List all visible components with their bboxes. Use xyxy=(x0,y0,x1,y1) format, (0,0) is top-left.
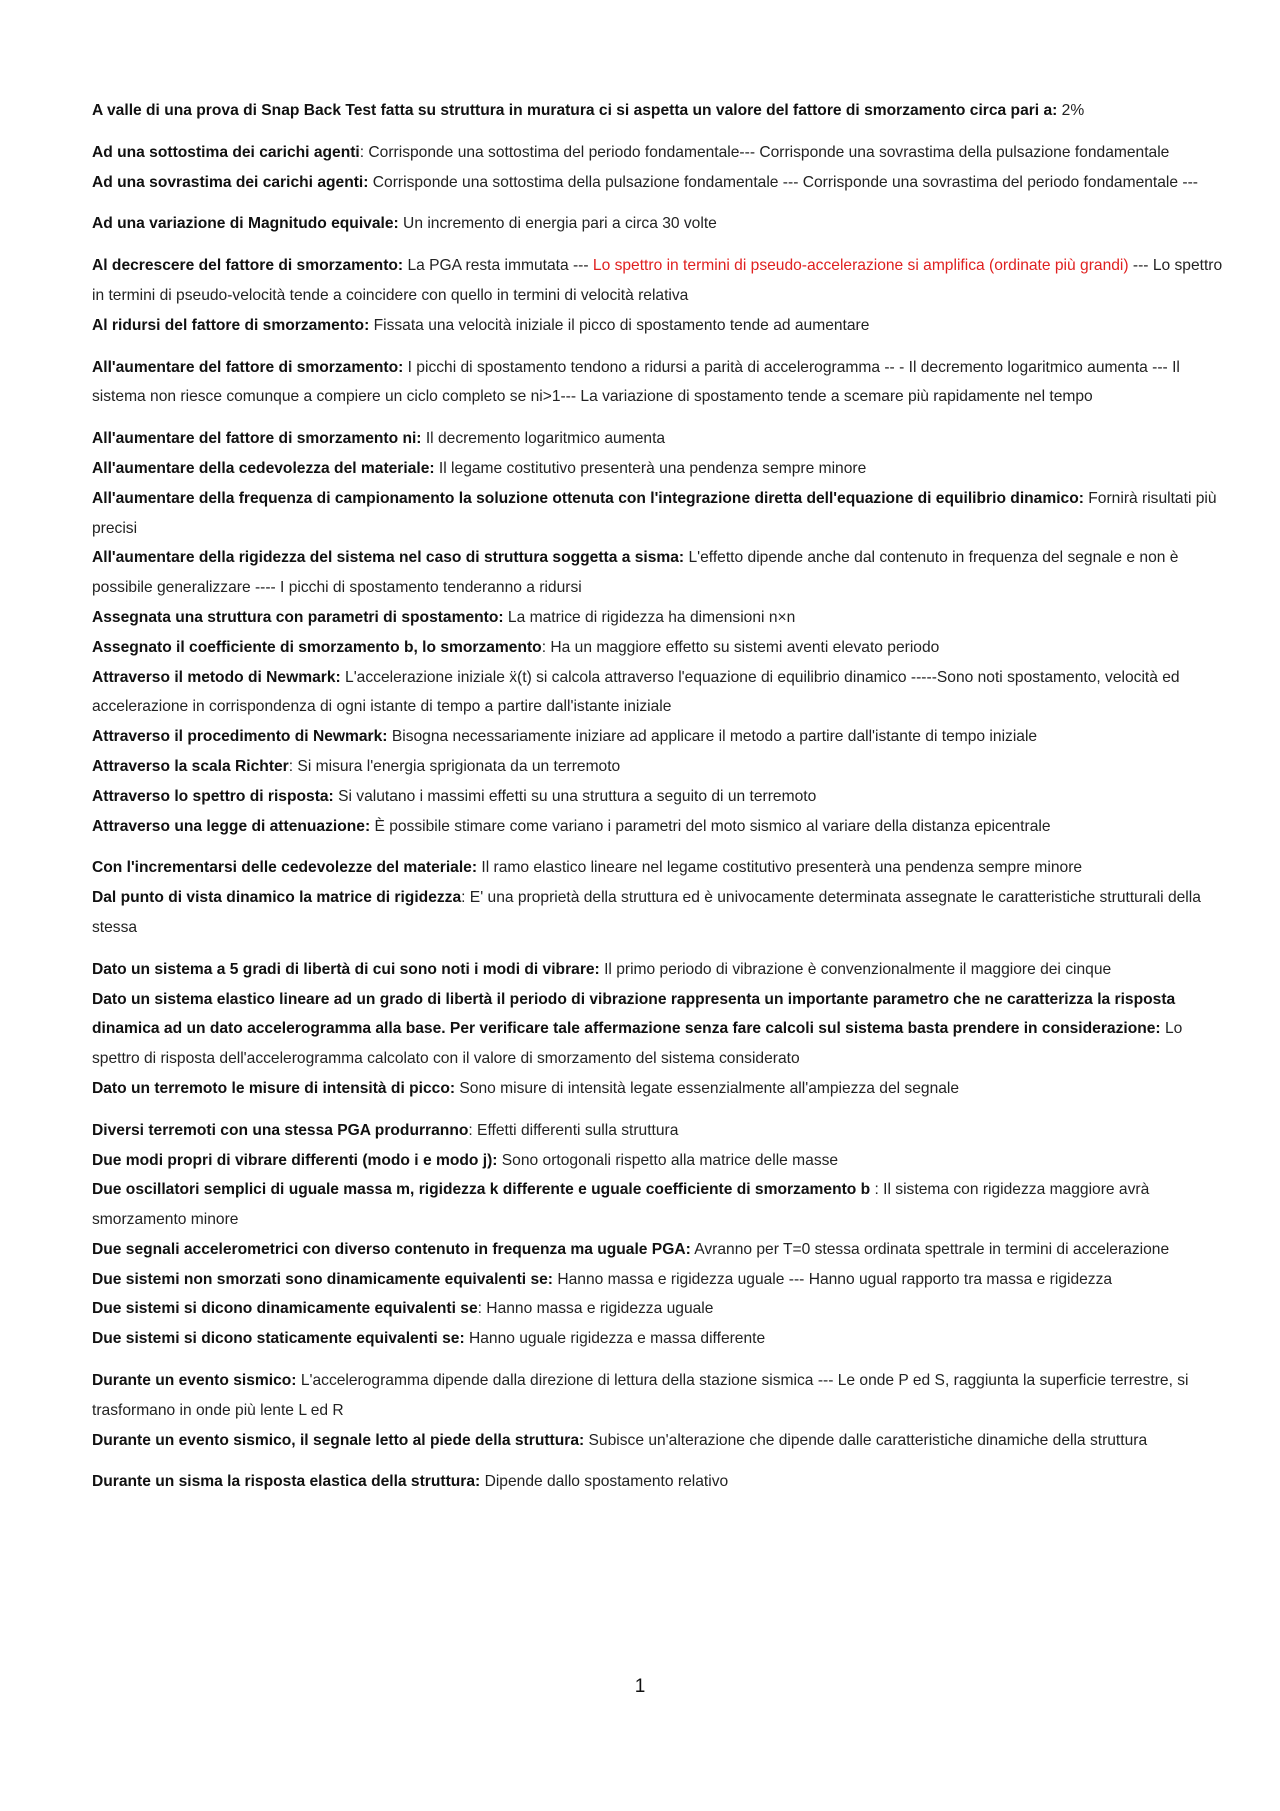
answer-text: Fissata una velocità iniziale il picco di spostamento tende ad aumentare xyxy=(369,316,870,334)
question-text: All'aumentare del fattore di smorzamento: xyxy=(92,358,404,376)
qa-entry xyxy=(92,955,1224,985)
qa-entry xyxy=(92,1265,1224,1295)
qa-entry xyxy=(92,985,1224,1074)
answer-text: : Effetti differenti sulla struttura xyxy=(468,1121,679,1139)
qa-entry xyxy=(92,424,1224,454)
answer-text: : Hanno massa e rigidezza uguale xyxy=(477,1300,714,1318)
qa-entry xyxy=(92,543,1224,603)
qa-entry xyxy=(92,752,1224,782)
question-text: Attraverso lo spettro di risposta: xyxy=(92,787,334,805)
answer-text: L'effetto dipende anche dal contenuto in frequenza del segnale e non è possibile generalizzare ---- I picchi di spostamento tenderanno a ridursi xyxy=(92,549,1179,597)
question-text: All'aumentare del fattore di smorzamento ni: xyxy=(92,430,422,448)
answer-text: La matrice di rigidezza ha dimensioni n×n xyxy=(503,608,796,626)
qa-entry xyxy=(92,454,1224,484)
question-text: Durante un evento sismico, il segnale letto al piede della struttura: xyxy=(92,1431,585,1449)
answer-text: Avranno per T=0 stessa ordinata spettrale in termini di accelerazione xyxy=(690,1240,1170,1258)
qa-entry xyxy=(92,209,1224,239)
qa-entry xyxy=(92,1467,1224,1497)
answer-text: L'accelerogramma dipende dalla direzione di lettura della stazione sismica --- Le onde P ed S, raggiunta la superficie terrestre, si trasformano in onde più lente L ed R xyxy=(92,1372,1189,1419)
qa-entry xyxy=(92,251,1224,311)
question-text: Assegnata una struttura con parametri di spostamento: xyxy=(92,608,504,626)
answer-text: Il decremento logaritmico aumenta xyxy=(421,430,666,448)
answer-text: : Ha un maggiore effetto su sistemi aventi elevato periodo xyxy=(541,638,940,656)
question-text: Attraverso il procedimento di Newmark: xyxy=(92,728,388,746)
qa-entry xyxy=(92,603,1224,633)
qa-entry xyxy=(92,782,1224,812)
question-text: Dal punto di vista dinamico la matrice di rigidezza xyxy=(92,889,462,907)
highlighted-answer-text: Lo spettro in termini di pseudo-accelerazione si amplifica (ordinate più grandi) xyxy=(592,257,1129,275)
answer-text: Fornirà risultati più precisi xyxy=(92,489,1217,537)
answer-text: Bisogna necessariamente iniziare ad applicare il metodo a partire dall'istante di tempo iniziale xyxy=(387,728,1038,746)
qa-entry xyxy=(92,722,1224,752)
answer-text: Hanno uguale rigidezza e massa differente xyxy=(464,1330,766,1348)
answer-text: : Corrisponde una sottostima del periodo fondamentale--- Corrisponde una sovrastima della pulsazione fondamentale xyxy=(359,143,1170,161)
question-text: All'aumentare della cedevolezza del materiale: xyxy=(92,459,435,477)
qa-entry xyxy=(92,853,1224,883)
qa-entry xyxy=(92,883,1224,943)
page-number: 1 xyxy=(634,1676,646,1697)
qa-entry xyxy=(92,484,1224,544)
answer-text: Subisce un'alterazione che dipende dalle caratteristiche dinamiche della struttura xyxy=(584,1431,1148,1449)
question-text: Diversi terremoti con una stessa PGA produrranno xyxy=(92,1121,469,1139)
question-text: Due sistemi si dicono dinamicamente equivalenti se xyxy=(92,1300,478,1318)
question-text: Attraverso la scala Richter xyxy=(92,757,289,775)
answer-text: Il ramo elastico lineare nel legame costitutivo presenterà una pendenza sempre minore xyxy=(477,859,1083,877)
qa-list xyxy=(92,96,1224,1497)
qa-entry xyxy=(92,1074,1224,1104)
question-text: All'aumentare della rigidezza del sistema nel caso di struttura soggetta a sisma: xyxy=(92,549,685,567)
question-text: Dato un sistema elastico lineare ad un grado di libertà il periodo di vibrazione rappresenta un importante parametro che ne caratterizza la risposta dinamica ad un dato accelerogramma alla base. Per verificare tale affermazione senza fare calcoli sul sistema basta prendere in considerazione: xyxy=(92,990,1176,1038)
qa-entry xyxy=(92,96,1224,126)
answer-text: I picchi di spostamento tendono a ridursi a parità di accelerogramma -- - Il decremento logaritmico aumenta --- Il sistema non riesce comunque a compiere un ciclo completo se ni>1--- La variazione di spostamento tende a scemare più rapidamente nel tempo xyxy=(92,358,1180,406)
question-text: Assegnato il coefficiente di smorzamento b, lo smorzamento xyxy=(92,638,542,656)
qa-entry xyxy=(92,1294,1224,1324)
qa-entry xyxy=(92,353,1224,413)
question-text: Al ridursi del fattore di smorzamento: xyxy=(92,316,370,334)
answer-text: Lo spettro di risposta dell'accelerogramma calcolato con il valore di smorzamento del sistema considerato xyxy=(92,1020,1183,1068)
question-text: Due modi propri di vibrare differenti (modo i e modo j): xyxy=(92,1151,498,1169)
answer-text: 2% xyxy=(1057,102,1085,119)
question-text: Durante un sisma la risposta elastica della struttura: xyxy=(92,1473,481,1491)
answer-text: La PGA resta immutata --- xyxy=(403,257,593,275)
answer-text: Corrisponde una sottostima della pulsazione fondamentale --- Corrisponde una sovrastima del periodo fondamentale --- xyxy=(368,173,1198,191)
question-text: A valle di una prova di Snap Back Test fatta su struttura in muratura ci si aspetta un valore del fattore di smorzamento circa pari a: xyxy=(92,102,1058,119)
question-text: Ad una variazione di Magnitudo equivale: xyxy=(92,215,399,233)
qa-entry xyxy=(92,1235,1224,1265)
question-text: Durante un evento sismico: xyxy=(92,1372,297,1390)
qa-entry xyxy=(92,168,1224,198)
answer-text: L'accelerazione iniziale ẍ(t) si calcola attraverso l'equazione di equilibrio dinamico -----Sono noti spostamento, velocità ed accelerazione in corrispondenza di ogni istante di tempo a partire dall'istante iniziale xyxy=(92,668,1180,716)
answer-text: Un incremento di energia pari a circa 30 volte xyxy=(398,215,717,233)
question-text: Due sistemi si dicono staticamente equivalenti se: xyxy=(92,1330,465,1348)
answer-text: --- Lo spettro in termini di pseudo-velocità tende a coincidere con quello in termini di velocità relativa xyxy=(92,257,1223,304)
answer-text: Sono ortogonali rispetto alla matrice delle masse xyxy=(497,1151,839,1169)
question-text: Ad una sottostima dei carichi agenti xyxy=(92,143,360,161)
qa-entry xyxy=(92,138,1224,168)
question-text: Due segnali accelerometrici con diverso contenuto in frequenza ma uguale PGA: xyxy=(92,1240,691,1258)
question-text: Due oscillatori semplici di uguale massa m, rigidezza k differente e uguale coefficiente di smorzamento b xyxy=(92,1181,871,1199)
qa-entry xyxy=(92,311,1224,341)
qa-entry xyxy=(92,1146,1224,1176)
question-text: All'aumentare della frequenza di campionamento la soluzione ottenuta con l'integrazione diretta dell'equazione di equilibrio dinamico: xyxy=(92,489,1084,507)
qa-entry xyxy=(92,812,1224,842)
question-text: Con l'incrementarsi delle cedevolezze del materiale: xyxy=(92,859,478,877)
answer-text: Il legame costitutivo presenterà una pendenza sempre minore xyxy=(434,459,867,477)
question-text: Attraverso il metodo di Newmark: xyxy=(92,668,341,686)
question-text: Attraverso una legge di attenuazione: xyxy=(92,817,371,835)
answer-text: : Si misura l'energia sprigionata da un terremoto xyxy=(288,757,621,775)
answer-text: Sono misure di intensità legate essenzialmente all'ampiezza del segnale xyxy=(455,1079,960,1097)
question-text: Dato un terremoto le misure di intensità di picco: xyxy=(92,1079,456,1097)
qa-entry xyxy=(92,1175,1224,1235)
question-text: Dato un sistema a 5 gradi di libertà di cui sono noti i modi di vibrare: xyxy=(92,960,600,978)
answer-text: : Il sistema con rigidezza maggiore avrà smorzamento minore xyxy=(92,1181,1150,1229)
qa-entry xyxy=(92,1426,1224,1456)
answer-text: È possibile stimare come variano i parametri del moto sismico al variare della distanza epicentrale xyxy=(370,817,1051,835)
qa-entry xyxy=(92,1366,1224,1426)
qa-entry xyxy=(92,663,1224,723)
answer-text: Si valutano i massimi effetti su una struttura a seguito di un terremoto xyxy=(333,787,817,805)
answer-text: Dipende dallo spostamento relativo xyxy=(480,1473,729,1491)
qa-entry xyxy=(92,1324,1224,1354)
question-text: Due sistemi non smorzati sono dinamicamente equivalenti se: xyxy=(92,1270,553,1288)
answer-text: : E' una proprietà della struttura ed è univocamente determinata assegnate le caratteristiche strutturali della stessa xyxy=(92,889,1201,936)
answer-text: Hanno massa e rigidezza uguale --- Hanno ugual rapporto tra massa e rigidezza xyxy=(553,1270,1113,1288)
answer-text: Il primo periodo di vibrazione è convenzionalmente il maggiore dei cinque xyxy=(599,960,1112,978)
question-text: Al decrescere del fattore di smorzamento: xyxy=(92,257,404,275)
qa-entry xyxy=(92,633,1224,663)
question-text: Ad una sovrastima dei carichi agenti: xyxy=(92,173,369,191)
qa-entry xyxy=(92,1116,1224,1146)
